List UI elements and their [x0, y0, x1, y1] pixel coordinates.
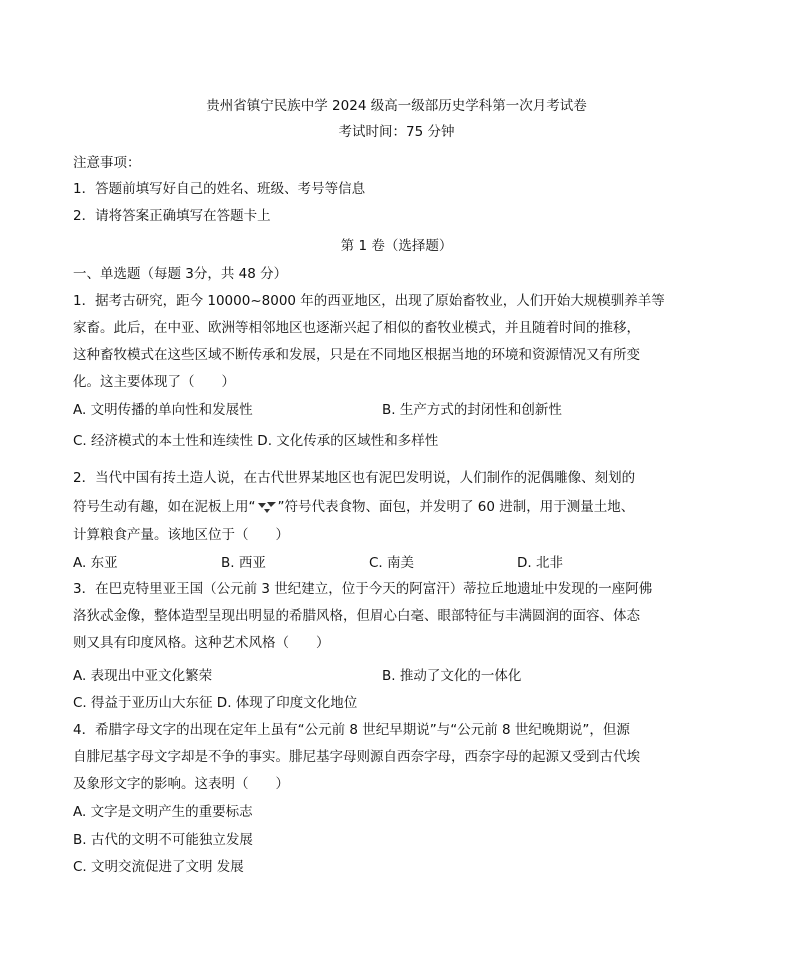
- q2-option-b: B. 西亚: [221, 555, 266, 571]
- q2-stem-pre: 符号生动有趣，如在泥板上用“: [73, 499, 256, 515]
- q3-stem-line: 3．在巴克特里亚王国（公元前 3 世纪建立，位于今天的阿富汗）蒂拉丘地遗址中发现的一座阿佛: [73, 581, 653, 597]
- q1-option-b: B. 生产方式的封闭性和创新性: [382, 402, 562, 418]
- q2-option-c: C. 南美: [369, 555, 415, 571]
- exam-time: 考试时间：75 分钟: [338, 124, 455, 140]
- q3-option-a: A. 表现出中亚文化繁荣: [73, 668, 213, 684]
- q2-stem-line: 计算粮食产量。该地区位于（ ）: [73, 527, 289, 543]
- q2-option-d: D. 北非: [517, 555, 563, 571]
- exam-title: 贵州省镇宁民族中学 2024 级高一级部历史学科第一次月考试卷: [206, 98, 587, 114]
- q4-stem-line: 及象形文字的影响。这表明（ ）: [73, 776, 289, 792]
- q1-stem-line: 1．据考古研究，距今 10000~8000 年的西亚地区，出现了原始畜牧业，人们开始大规模驯养羊等: [73, 293, 665, 309]
- q1-stem-line: 化。这主要体现了（ ）: [73, 374, 235, 390]
- q1-stem-line: 家畜。此后，在中亚、欧洲等相邻地区也逐渐兴起了相似的畜牧业模式，并且随着时间的推移，: [73, 320, 640, 336]
- q3-stem-line: 洛狄忒金像，整体造型呈现出明显的希腊风格，但眉心白毫、眼部特征与丰满圆润的面容、体态: [73, 608, 640, 624]
- q1-stem-line: 这种畜牧模式在这些区域不断传承和发展，只是在不同地区根据当地的环境和资源情况又有所变: [73, 347, 640, 363]
- q4-stem-line: 自腓尼基字母文字却是不争的事实。腓尼基字母则源自西奈字母，西奈字母的起源又受到古代埃: [73, 749, 640, 765]
- q4-option-c: C. 文明交流促进了文明 发展: [73, 859, 244, 875]
- volume-title: 第 1 卷（选择题）: [340, 238, 453, 254]
- cuneiform-symbol-icon: [256, 500, 278, 514]
- q1-option-cd: C. 经济模式的本土性和连续性 D. 文化传承的区域性和多样性: [73, 433, 439, 449]
- q4-stem-line: 4．希腊字母文字的出现在定年上虽有“公元前 8 世纪早期说”与“公元前 8 世纪晚期说”，但源: [73, 722, 630, 738]
- notice-heading: 注意事项：: [73, 155, 141, 171]
- q3-stem-line: 则又具有印度风格。这种艺术风格（ ）: [73, 635, 330, 651]
- q4-option-b: B. 古代的文明不可能独立发展: [73, 832, 253, 848]
- q2-stem-post: ”符号代表食物、面包，并发明了 60 进制，用于测量土地、: [277, 499, 635, 515]
- q3-option-b: B. 推动了文化的一体化: [382, 668, 522, 684]
- q4-option-a: A. 文字是文明产生的重要标志: [73, 804, 253, 820]
- section-title: 一、单选题（每题 3分，共 48 分）: [73, 266, 288, 282]
- notice-item: 2．请将答案正确填写在答题卡上: [73, 208, 271, 224]
- q1-option-a: A. 文明传播的单向性和发展性: [73, 402, 253, 418]
- q2-stem-line: 2．当代中国有抟土造人说，在古代世界某地区也有泥巴发明说，人们制作的泥偶雕像、刻划的: [73, 470, 636, 486]
- q2-option-a: A. 东亚: [73, 555, 118, 571]
- q2-stem-line: [73, 498, 634, 516]
- q3-option-cd: C. 得益于亚历山大东征 D. 体现了印度文化地位: [73, 695, 358, 711]
- notice-item: 1．答题前填写好自己的姓名、班级、考号等信息: [73, 181, 366, 197]
